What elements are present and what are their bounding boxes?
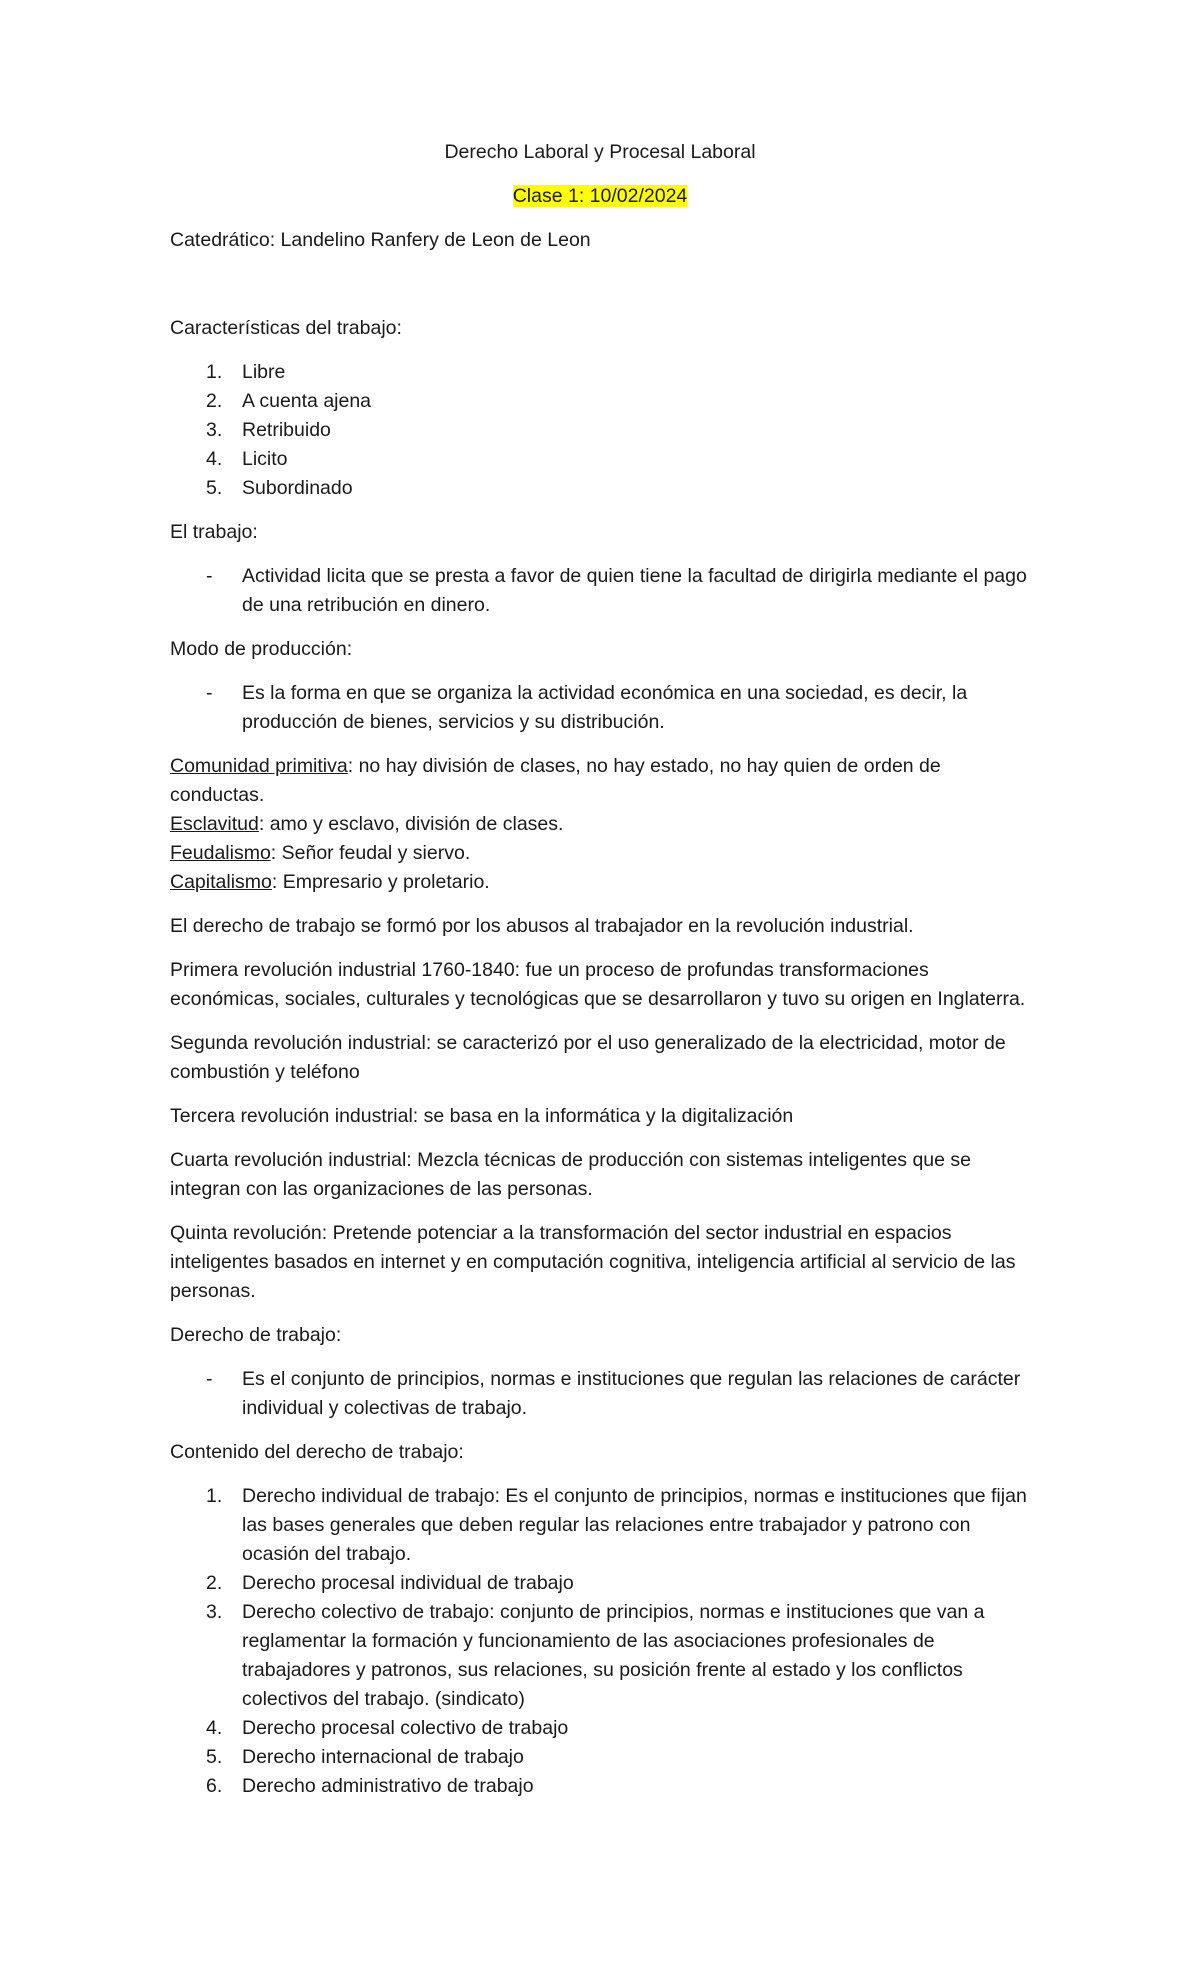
list-number: 4.: [206, 448, 223, 470]
list-item-text: Es la forma en que se organiza la actividad económica en una sociedad, es decir, la producción de bienes, servicios y su distribución.: [242, 682, 968, 733]
contenido-heading: Contenido del derecho de trabajo:: [170, 1441, 464, 1463]
dash-marker: -: [206, 1368, 213, 1390]
list-number: 5.: [206, 1746, 223, 1768]
list-item-text: Actividad licita que se presta a favor de quien tiene la facultad de dirigirla mediante el pago de una retribución en dinero.: [242, 565, 1027, 616]
list-item-text: Derecho procesal colectivo de trabajo: [242, 1717, 569, 1739]
list-item: [170, 1743, 1030, 1772]
list-number: 2.: [206, 1572, 223, 1594]
paragraph-segunda-revolucion: Segunda revolución industrial: se caracterizó por el uso generalizado de la electricidad, motor de combustión y teléfono: [170, 1032, 1006, 1083]
list-item: [170, 562, 1030, 620]
derecho-list: [170, 1365, 1030, 1423]
list-item-text: Derecho procesal individual de trabajo: [242, 1572, 574, 1594]
list-item: [170, 1482, 1030, 1569]
document-title: Derecho Laboral y Procesal Laboral: [444, 141, 756, 163]
term-description: : amo y esclavo, división de clases.: [258, 813, 564, 835]
caracteristicas-heading: Características del trabajo:: [170, 317, 402, 339]
list-item: [170, 679, 1030, 737]
list-item-text: Retribuido: [242, 419, 331, 441]
modo-list: [170, 679, 1030, 737]
list-item-text: Subordinado: [242, 477, 353, 499]
term-comunidad-primitiva: Comunidad primitiva: [170, 755, 348, 777]
list-item: [170, 1365, 1030, 1423]
modos-produccion-block: [170, 752, 1030, 897]
list-item-text: Derecho administrativo de trabajo: [242, 1775, 534, 1797]
list-number: 2.: [206, 390, 223, 412]
contenido-list: [170, 1482, 1030, 1801]
trabajo-heading: El trabajo:: [170, 521, 258, 543]
list-item: [170, 1772, 1030, 1801]
term-description: : Empresario y proletario.: [271, 871, 490, 893]
list-item: [170, 1714, 1030, 1743]
term-description: : Señor feudal y siervo.: [270, 842, 471, 864]
list-number: 1.: [206, 1485, 223, 1507]
list-item: [170, 445, 1030, 474]
list-number: 1.: [206, 361, 223, 383]
dash-marker: -: [206, 682, 213, 704]
list-number: 5.: [206, 477, 223, 499]
class-date-line: [170, 182, 1030, 211]
professor-line: Catedrático: Landelino Ranfery de Leon de Leon: [170, 229, 591, 251]
list-item: [170, 474, 1030, 503]
list-number: 4.: [206, 1717, 223, 1739]
list-item-text: Licito: [242, 448, 288, 470]
paragraph-cuarta-revolucion: Cuarta revolución industrial: Mezcla técnicas de producción con sistemas inteligentes que se integran con las organizaciones de las personas.: [170, 1149, 972, 1200]
paragraph-origen: El derecho de trabajo se formó por los abusos al trabajador en la revolución industrial.: [170, 915, 914, 937]
paragraph-primera-revolucion: Primera revolución industrial 1760-1840: fue un proceso de profundas transformaciones económicas, sociales, culturales y tecnológicas que se desarrollaron y tuvo su origen en Inglaterra.: [170, 959, 1026, 1010]
list-number: 3.: [206, 1601, 223, 1623]
list-item-text: Es el conjunto de principios, normas e instituciones que regulan las relaciones de carácter individual y colectivas de trabajo.: [242, 1368, 1021, 1419]
list-number: 3.: [206, 419, 223, 441]
list-item-text: Derecho internacional de trabajo: [242, 1746, 524, 1768]
modo-heading: Modo de producción:: [170, 638, 353, 660]
paragraph-tercera-revolucion: Tercera revolución industrial: se basa en la informática y la digitalización: [170, 1105, 794, 1127]
list-item-text: Derecho colectivo de trabajo: conjunto de principios, normas e instituciones que van a reglamentar la formación y funcionamiento de las asociaciones profesionales de trabajadores y patronos, sus relaciones, su posición frente al estado y los conflictos colectivos del trabajo. (sindicato): [242, 1601, 985, 1710]
list-item-text: A cuenta ajena: [242, 390, 372, 412]
blank-line: [170, 270, 1030, 314]
list-item: [170, 1598, 1030, 1714]
list-item: [170, 1569, 1030, 1598]
paragraph-quinta-revolucion: Quinta revolución: Pretende potenciar a la transformación del sector industrial en espacios inteligentes basados en internet y en computación cognitiva, inteligencia artificial al servicio de las personas.: [170, 1222, 1016, 1302]
list-item: [170, 387, 1030, 416]
dash-marker: -: [206, 565, 213, 587]
list-item: [170, 358, 1030, 387]
term-feudalismo: Feudalismo: [170, 842, 271, 864]
list-item-text: Derecho individual de trabajo: Es el conjunto de principios, normas e instituciones que fijan las bases generales que deben regular las relaciones entre trabajador y patrono con ocasión del trabajo.: [242, 1485, 1027, 1565]
derecho-heading: Derecho de trabajo:: [170, 1324, 342, 1346]
list-number: 6.: [206, 1775, 223, 1797]
caracteristicas-list: [170, 358, 1030, 503]
term-description: : no hay división de clases, no hay estado, no hay quien de orden de conductas.: [170, 755, 941, 806]
term-esclavitud: Esclavitud: [170, 813, 259, 835]
term-capitalismo: Capitalismo: [170, 871, 272, 893]
list-item-text: Libre: [242, 361, 286, 383]
list-item: [170, 416, 1030, 445]
class-date-highlight: Clase 1: 10/02/2024: [512, 185, 688, 207]
trabajo-list: [170, 562, 1030, 620]
